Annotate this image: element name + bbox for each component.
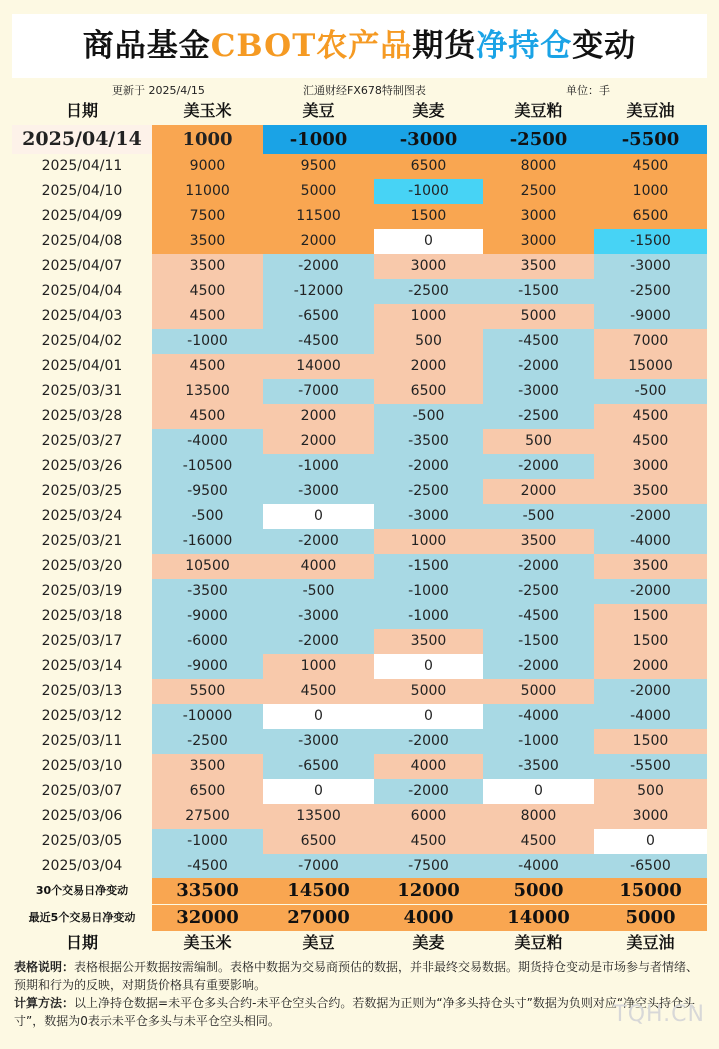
- position-cell: 3000: [594, 454, 707, 479]
- source-label: 汇通财经FX678特制图表: [303, 84, 426, 97]
- position-cell: 4500: [152, 354, 263, 379]
- table-row: [12, 354, 707, 379]
- position-cell: 4500: [374, 829, 483, 854]
- row-date: 2025/03/21: [12, 529, 152, 554]
- column-header: [12, 99, 707, 123]
- position-cell: 5000: [263, 179, 374, 204]
- position-cell: 11000: [152, 179, 263, 204]
- position-cell: -1500: [374, 554, 483, 579]
- position-cell: 0: [263, 779, 374, 804]
- row-date: 2025/04/07: [12, 254, 152, 279]
- position-cell: -2500: [483, 404, 594, 429]
- position-cell: -12000: [263, 279, 374, 304]
- position-cell: -1500: [483, 279, 594, 304]
- position-cell: 2000: [263, 429, 374, 454]
- row-date: 2025/03/25: [12, 479, 152, 504]
- position-cell: 1000: [152, 125, 263, 154]
- table-row: [12, 329, 707, 354]
- position-cell: 1000: [263, 654, 374, 679]
- position-cell: 3500: [483, 254, 594, 279]
- position-cell: -2000: [374, 779, 483, 804]
- position-cell: -500: [483, 504, 594, 529]
- position-cell: -4000: [594, 704, 707, 729]
- position-cell: -10000: [152, 704, 263, 729]
- row-date: 2025/03/05: [12, 829, 152, 854]
- position-cell: 3500: [483, 529, 594, 554]
- position-cell: -2500: [483, 579, 594, 604]
- position-cell: -2000: [374, 454, 483, 479]
- position-cell: -500: [374, 404, 483, 429]
- summary-cell: 5000: [594, 905, 707, 931]
- position-cell: -500: [152, 504, 263, 529]
- position-cell: 10500: [152, 554, 263, 579]
- summary-cell: 14000: [483, 905, 594, 931]
- position-cell: 0: [374, 704, 483, 729]
- position-cell: 500: [374, 329, 483, 354]
- position-cell: 1000: [374, 529, 483, 554]
- position-cell: -3500: [374, 429, 483, 454]
- row-date: 2025/03/14: [12, 654, 152, 679]
- row-date: 2025/04/10: [12, 179, 152, 204]
- position-cell: 3000: [374, 254, 483, 279]
- table-row: [12, 254, 707, 279]
- table-row: [12, 604, 707, 629]
- position-cell: -10500: [152, 454, 263, 479]
- table-row: [12, 654, 707, 679]
- summary-label: 30个交易日净变动: [12, 878, 152, 904]
- position-cell: -2000: [374, 729, 483, 754]
- updated-date: 更新于 2025/4/15: [112, 84, 205, 97]
- table-row: [12, 504, 707, 529]
- header-soyoil: 美豆油: [626, 101, 675, 120]
- position-cell: -2500: [374, 279, 483, 304]
- position-cell: 0: [374, 654, 483, 679]
- position-cell: 8000: [483, 804, 594, 829]
- note-method: 计算方法：以上净持仓数据=未平仓多头合约-未平仓空头合约。若数据为正则为“净多头持仓头寸”数据为负则对应“净空头持仓头寸”，数据为0表示未平仓多头与未平仓空头相同。: [14, 996, 696, 1028]
- row-date: 2025/03/12: [12, 704, 152, 729]
- position-cell: -3000: [374, 125, 483, 154]
- position-cell: 6000: [374, 804, 483, 829]
- position-cell: -7000: [263, 379, 374, 404]
- summary-cell: 12000: [374, 878, 483, 904]
- position-cell: 3500: [152, 229, 263, 254]
- header-corn: 美玉米: [183, 101, 232, 120]
- position-cell: 0: [263, 704, 374, 729]
- table-row: [12, 629, 707, 654]
- position-cell: -9000: [152, 604, 263, 629]
- position-cell: -9000: [594, 304, 707, 329]
- table-row: [12, 704, 707, 729]
- summary-label: 最近5个交易日净变动: [12, 905, 152, 931]
- position-cell: 2000: [594, 654, 707, 679]
- position-cell: -2500: [594, 279, 707, 304]
- table-row: [12, 204, 707, 229]
- table-row: [12, 125, 707, 154]
- summary-cell: 4000: [374, 905, 483, 931]
- position-cell: -1000: [152, 329, 263, 354]
- row-date: 2025/03/13: [12, 679, 152, 704]
- table-row: [12, 829, 707, 854]
- row-date: 2025/03/06: [12, 804, 152, 829]
- table-row: [12, 804, 707, 829]
- table-row: [12, 304, 707, 329]
- position-cell: 1000: [594, 179, 707, 204]
- position-cell: 6500: [374, 379, 483, 404]
- position-cell: 3000: [594, 804, 707, 829]
- position-cell: 6500: [374, 154, 483, 179]
- row-date: 2025/03/31: [12, 379, 152, 404]
- position-cell: -1500: [483, 629, 594, 654]
- table-row: [12, 379, 707, 404]
- position-cell: -4000: [483, 704, 594, 729]
- position-cell: 6500: [152, 779, 263, 804]
- table-row: [12, 154, 707, 179]
- summary-cell: 5000: [483, 878, 594, 904]
- position-cell: 3500: [152, 754, 263, 779]
- position-cell: 3500: [152, 254, 263, 279]
- header-soymeal: 美豆粕: [514, 101, 563, 120]
- row-date: 2025/04/11: [12, 154, 152, 179]
- position-cell: -1000: [374, 579, 483, 604]
- data-table: [12, 125, 707, 879]
- row-date: 2025/03/04: [12, 854, 152, 879]
- position-cell: 2500: [483, 179, 594, 204]
- position-cell: 6500: [594, 204, 707, 229]
- table-row: [12, 779, 707, 804]
- column-footer: [12, 931, 707, 955]
- footer-date: 日期: [65, 933, 98, 952]
- position-cell: -3000: [263, 729, 374, 754]
- table-row: [12, 479, 707, 504]
- position-cell: -2000: [483, 654, 594, 679]
- footer-corn: 美玉米: [183, 933, 232, 952]
- summary-row-30day: [12, 878, 707, 904]
- position-cell: -7500: [374, 854, 483, 879]
- position-cell: -2000: [263, 529, 374, 554]
- position-cell: 3000: [483, 229, 594, 254]
- position-cell: 5500: [152, 679, 263, 704]
- position-cell: -2000: [483, 454, 594, 479]
- position-cell: -2500: [374, 479, 483, 504]
- position-cell: 13500: [263, 804, 374, 829]
- position-cell: 4500: [152, 404, 263, 429]
- position-cell: 2000: [483, 479, 594, 504]
- position-cell: 9000: [152, 154, 263, 179]
- position-cell: -2000: [594, 679, 707, 704]
- position-cell: 4500: [152, 304, 263, 329]
- position-cell: -1000: [483, 729, 594, 754]
- position-cell: -6500: [263, 304, 374, 329]
- position-cell: 2000: [263, 404, 374, 429]
- position-cell: 5000: [374, 679, 483, 704]
- position-cell: 7500: [152, 204, 263, 229]
- row-date: 2025/04/03: [12, 304, 152, 329]
- position-cell: -5500: [594, 754, 707, 779]
- watermark: TQH.CN: [613, 1002, 705, 1027]
- position-cell: 15000: [594, 354, 707, 379]
- position-cell: 1000: [374, 304, 483, 329]
- position-cell: 27500: [152, 804, 263, 829]
- position-cell: 4000: [374, 754, 483, 779]
- summary-cell: 14500: [263, 878, 374, 904]
- position-cell: 4500: [594, 429, 707, 454]
- position-cell: -4500: [152, 854, 263, 879]
- position-cell: -2000: [594, 579, 707, 604]
- table-row: [12, 579, 707, 604]
- position-cell: 3500: [594, 554, 707, 579]
- position-cell: -1000: [263, 125, 374, 154]
- table-row: [12, 729, 707, 754]
- row-date: 2025/03/20: [12, 554, 152, 579]
- table-row: [12, 529, 707, 554]
- position-cell: -4500: [263, 329, 374, 354]
- table-row: [12, 229, 707, 254]
- position-cell: -9000: [152, 654, 263, 679]
- table-row: [12, 754, 707, 779]
- position-cell: 6500: [263, 829, 374, 854]
- position-cell: -2000: [483, 554, 594, 579]
- position-cell: -5500: [594, 125, 707, 154]
- footer-wheat: 美麦: [412, 933, 445, 952]
- position-cell: 2000: [263, 229, 374, 254]
- table-row: [12, 404, 707, 429]
- row-date: 2025/04/08: [12, 229, 152, 254]
- position-cell: 1500: [594, 629, 707, 654]
- row-date: 2025/03/07: [12, 779, 152, 804]
- position-cell: 4500: [263, 679, 374, 704]
- position-cell: 4000: [263, 554, 374, 579]
- header-date: 日期: [65, 101, 98, 120]
- summary-cell: 32000: [152, 905, 263, 931]
- summary-cell: 33500: [152, 878, 263, 904]
- table-row: [12, 454, 707, 479]
- position-cell: -2000: [263, 254, 374, 279]
- position-cell: 5000: [483, 304, 594, 329]
- notes: [14, 958, 704, 1030]
- row-date: 2025/04/04: [12, 279, 152, 304]
- page-title: 商品基金CBOT农产品期货净持仓变动: [12, 14, 707, 78]
- position-cell: -1000: [152, 829, 263, 854]
- position-cell: -3500: [152, 579, 263, 604]
- position-cell: -2000: [594, 504, 707, 529]
- row-date: 2025/03/19: [12, 579, 152, 604]
- position-cell: 3500: [594, 479, 707, 504]
- position-cell: -9500: [152, 479, 263, 504]
- position-cell: -2000: [483, 354, 594, 379]
- table-row: [12, 429, 707, 454]
- position-cell: -4000: [594, 529, 707, 554]
- position-cell: -3000: [374, 504, 483, 529]
- position-cell: 9500: [263, 154, 374, 179]
- table-row: [12, 179, 707, 204]
- position-cell: 2000: [374, 354, 483, 379]
- position-cell: 4500: [594, 404, 707, 429]
- position-cell: -4500: [483, 329, 594, 354]
- position-cell: 3500: [374, 629, 483, 654]
- position-cell: -3000: [483, 379, 594, 404]
- position-cell: 1500: [594, 729, 707, 754]
- row-date: 2025/03/17: [12, 629, 152, 654]
- position-cell: -4000: [483, 854, 594, 879]
- position-cell: 1500: [594, 604, 707, 629]
- position-cell: 4500: [594, 154, 707, 179]
- footer-soybean: 美豆: [302, 933, 335, 952]
- row-date: 2025/04/02: [12, 329, 152, 354]
- row-date: 2025/03/10: [12, 754, 152, 779]
- summary-cell: 27000: [263, 905, 374, 931]
- row-date: 2025/03/18: [12, 604, 152, 629]
- position-cell: -3500: [483, 754, 594, 779]
- position-cell: -1500: [594, 229, 707, 254]
- row-date: 2025/04/01: [12, 354, 152, 379]
- summary-row-5day: [12, 905, 707, 931]
- position-cell: -2500: [483, 125, 594, 154]
- footer-soymeal: 美豆粕: [514, 933, 563, 952]
- row-date: 2025/04/09: [12, 204, 152, 229]
- position-cell: 0: [374, 229, 483, 254]
- position-cell: 5000: [483, 679, 594, 704]
- position-cell: 7000: [594, 329, 707, 354]
- unit-label: 单位：手: [566, 84, 610, 97]
- position-cell: 1500: [374, 204, 483, 229]
- position-cell: -16000: [152, 529, 263, 554]
- footer-soyoil: 美豆油: [626, 933, 675, 952]
- position-cell: 0: [594, 829, 707, 854]
- position-cell: -6500: [594, 854, 707, 879]
- row-date: 2025/03/27: [12, 429, 152, 454]
- position-cell: 0: [483, 779, 594, 804]
- row-date: 2025/03/24: [12, 504, 152, 529]
- position-cell: -4500: [483, 604, 594, 629]
- position-cell: -1000: [263, 454, 374, 479]
- table-row: [12, 554, 707, 579]
- position-cell: 11500: [263, 204, 374, 229]
- position-cell: 8000: [483, 154, 594, 179]
- row-date: 2025/03/26: [12, 454, 152, 479]
- position-cell: 4500: [152, 279, 263, 304]
- position-cell: -1000: [374, 604, 483, 629]
- row-date: 2025/03/28: [12, 404, 152, 429]
- position-cell: 3000: [483, 204, 594, 229]
- header-soybean: 美豆: [302, 101, 335, 120]
- summary-cell: 15000: [594, 878, 707, 904]
- position-cell: -7000: [263, 854, 374, 879]
- position-cell: 500: [483, 429, 594, 454]
- position-cell: -500: [263, 579, 374, 604]
- note-description: 表格说明：表格根据公开数据按需编制。表格中数据为交易商预估的数据，并非最终交易数据。期货持仓变动是市场参与者情绪、预期和行为的反映，对期货价格具有重要影响。: [14, 960, 699, 992]
- position-cell: -500: [594, 379, 707, 404]
- position-cell: 4500: [483, 829, 594, 854]
- position-cell: 13500: [152, 379, 263, 404]
- header-wheat: 美麦: [412, 101, 445, 120]
- row-date: 2025/03/11: [12, 729, 152, 754]
- position-cell: -6500: [263, 754, 374, 779]
- position-cell: -1000: [374, 179, 483, 204]
- position-cell: 500: [594, 779, 707, 804]
- row-date: 2025/04/14: [12, 125, 152, 154]
- position-cell: -6000: [152, 629, 263, 654]
- position-cell: -3000: [263, 604, 374, 629]
- position-cell: 14000: [263, 354, 374, 379]
- position-cell: -3000: [594, 254, 707, 279]
- position-cell: -4000: [152, 429, 263, 454]
- table-row: [12, 854, 707, 879]
- table-row: [12, 679, 707, 704]
- table-row: [12, 279, 707, 304]
- position-cell: -3000: [263, 479, 374, 504]
- position-cell: -2000: [263, 629, 374, 654]
- position-cell: -2500: [152, 729, 263, 754]
- position-cell: 0: [263, 504, 374, 529]
